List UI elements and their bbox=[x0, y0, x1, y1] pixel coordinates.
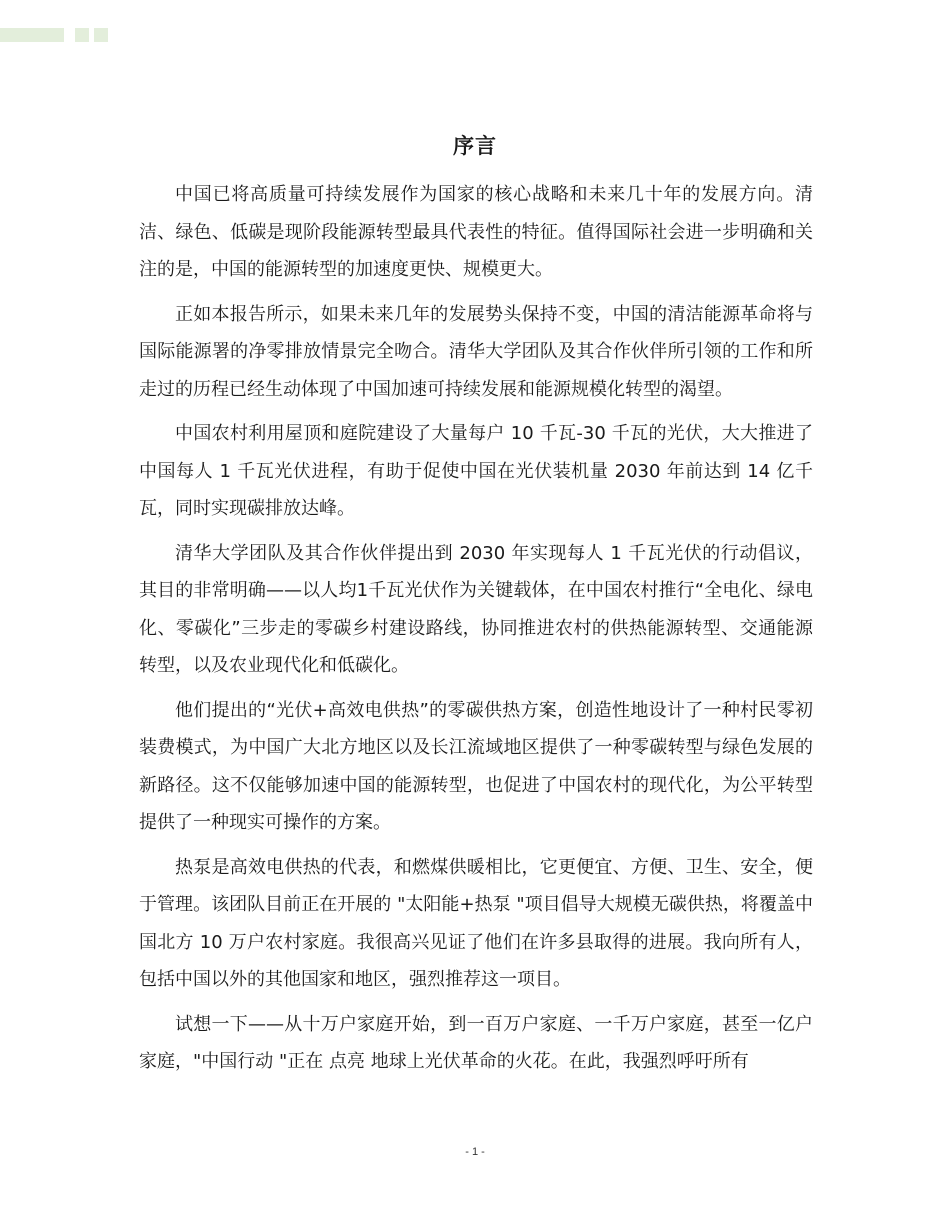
page-number: - 1 - bbox=[465, 1146, 485, 1158]
page-title: 序言 bbox=[453, 134, 497, 159]
decor-bar bbox=[0, 28, 64, 42]
paragraph: 热泵是高效电供热的代表，和燃煤供暖相比，它更便宜、方便、卫生、安全，便于管理。该团队目前正在开展的 "太阳能+热泵 "项目倡导大规模无碳供热，将覆盖中国北方 10 万户农村家庭。我很高兴见证了他们在许多县取得的进展。我向所有人，包括中国以外的其他国家和地区，强烈推荐这一项目。 bbox=[139, 856, 813, 990]
paragraph: 正如本报告所示，如果未来几年的发展势头保持不变，中国的清洁能源革命将与国际能源署的净零排放情景完全吻合。清华大学团队及其合作伙伴所引领的工作和所走过的历程已经生动体现了中国加速可持续发展和能源规模化转型的渴望。 bbox=[139, 303, 813, 400]
body-text bbox=[139, 176, 813, 1088]
paragraph: 清华大学团队及其合作伙伴提出到 2030 年实现每人 1 千瓦光伏的行动倡议，其目的非常明确——以人均1千瓦光伏作为关键载体，在中国农村推行“全电化、绿电化、零碳化”三步走的零碳乡村建设路线，协同推进农村的供热能源转型、交通能源转型，以及农业现代化和低碳化。 bbox=[139, 542, 813, 676]
paragraph: 试想一下——从十万户家庭开始，到一百万户家庭、一千万户家庭，甚至一亿户家庭，"中国行动 "正在 点亮 地球上光伏革命的火花。在此，我强烈呼吁所有 bbox=[139, 1013, 813, 1072]
decor-square bbox=[75, 28, 89, 42]
paragraph: 中国已将高质量可持续发展作为国家的核心战略和未来几十年的发展方向。清洁、绿色、低碳是现阶段能源转型最具代表性的特征。值得国际社会进一步明确和关注的是，中国的能源转型的加速度更快、规模更大。 bbox=[139, 184, 813, 280]
paragraph: 他们提出的“光伏+高效电供热”的零碳供热方案，创造性地设计了一种村民零初装费模式，为中国广大北方地区以及长江流域地区提供了一种零碳转型与绿色发展的新路径。这不仅能够加速中国的能源转型，也促进了中国农村的现代化，为公平转型提供了一种现实可操作的方案。 bbox=[139, 699, 813, 833]
paragraph: 中国农村利用屋顶和庭院建设了大量每户 10 千瓦-30 千瓦的光伏，大大推进了中国每人 1 千瓦光伏进程，有助于促使中国在光伏装机量 2030 年前达到 14 亿千瓦，同时实现碳排放达峰。 bbox=[139, 423, 813, 519]
decor-square bbox=[94, 28, 108, 42]
